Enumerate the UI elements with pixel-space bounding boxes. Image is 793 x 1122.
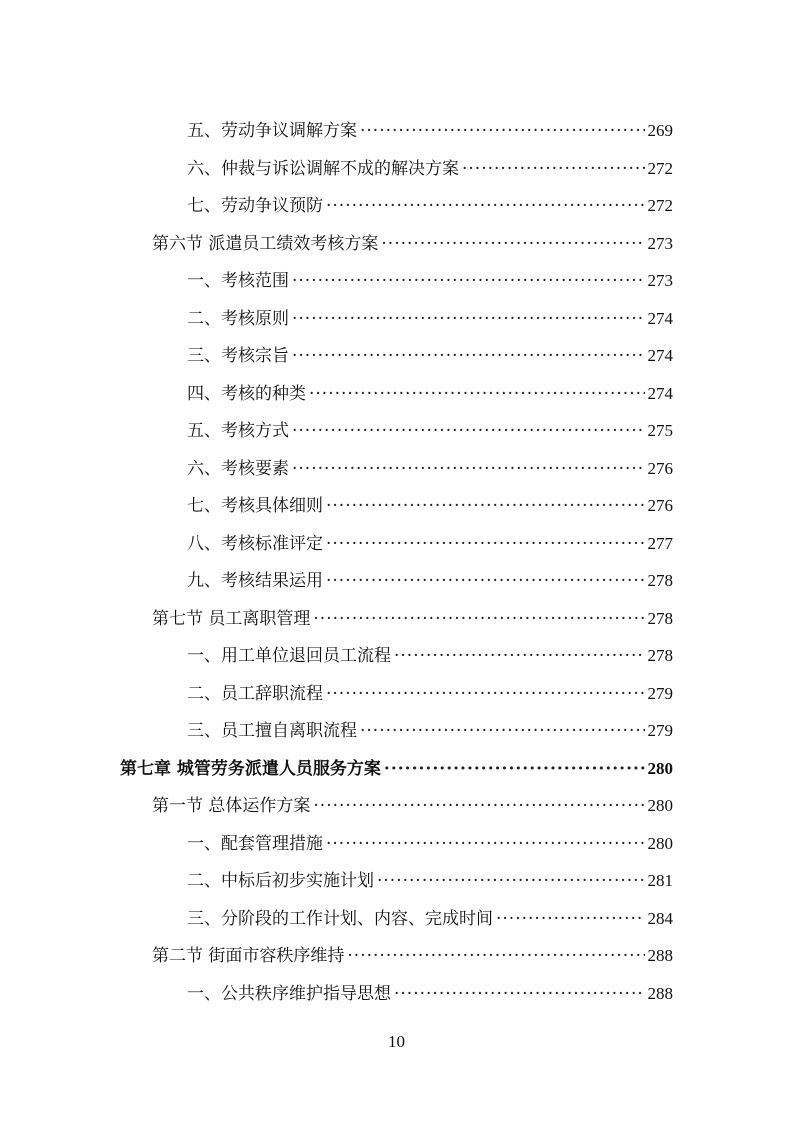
toc-entry-label: 九、考核结果运用 xyxy=(187,571,323,591)
toc-entry-label: 一、用工单位退回员工流程 xyxy=(187,646,391,666)
toc-entry[interactable] xyxy=(187,529,673,559)
page-number: 10 xyxy=(388,1032,405,1051)
toc-entry[interactable] xyxy=(187,379,673,409)
toc-entry-page: 273 xyxy=(647,233,673,253)
toc-entry[interactable] xyxy=(187,566,673,596)
dot-leader xyxy=(326,529,645,559)
dot-leader xyxy=(326,566,645,596)
toc-entry[interactable] xyxy=(187,454,673,484)
dot-leader xyxy=(462,154,645,184)
toc-entry[interactable] xyxy=(187,191,673,221)
toc-entry-page: 275 xyxy=(647,421,673,440)
toc-entry[interactable] xyxy=(187,341,673,371)
toc-entry-label: 七、考核具体细则 xyxy=(187,496,323,516)
toc-entry-page: 278 xyxy=(647,571,673,590)
toc-entry[interactable] xyxy=(187,116,673,146)
dot-leader xyxy=(496,904,645,934)
toc-entry[interactable] xyxy=(187,904,673,934)
toc-entry-page: 281 xyxy=(647,871,673,890)
toc-entry-page: 274 xyxy=(647,346,673,365)
dot-leader xyxy=(326,679,645,709)
dot-leader xyxy=(313,604,644,634)
toc-entry[interactable] xyxy=(187,154,673,184)
toc-entry-page: 274 xyxy=(647,308,673,328)
dot-leader xyxy=(292,416,645,446)
toc-entry[interactable] xyxy=(187,716,673,746)
dot-leader xyxy=(384,754,645,784)
toc-section-entry[interactable] xyxy=(152,941,673,971)
toc-entry-page: 279 xyxy=(647,721,673,740)
toc-entry[interactable] xyxy=(187,679,673,709)
dot-leader xyxy=(394,641,645,671)
toc-entry[interactable] xyxy=(187,641,673,671)
toc-entry-label: 三、考核宗旨 xyxy=(187,346,289,366)
dot-leader xyxy=(326,491,645,521)
toc-entry-label: 五、考核方式 xyxy=(187,421,289,441)
toc-entry-page: 274 xyxy=(647,383,673,403)
dot-leader xyxy=(292,454,645,484)
toc-entry[interactable] xyxy=(187,866,673,896)
toc-entry-page: 280 xyxy=(647,758,673,778)
toc-entry[interactable] xyxy=(187,491,673,521)
toc-entry-page: 280 xyxy=(647,796,673,815)
toc-entry-page: 278 xyxy=(647,646,673,665)
toc-entry[interactable] xyxy=(187,979,673,1009)
toc-entry-label: 第二节 街面市容秩序维持 xyxy=(152,946,345,966)
toc-entry-page: 276 xyxy=(647,496,673,515)
toc-entry-label: 第一节 总体运作方案 xyxy=(152,796,311,816)
toc-entry[interactable] xyxy=(187,266,673,296)
toc-entry-label: 六、考核要素 xyxy=(187,458,289,479)
toc-entry[interactable] xyxy=(187,304,673,334)
toc-section-entry[interactable] xyxy=(152,604,673,634)
toc-chapter-entry[interactable] xyxy=(120,754,673,784)
dot-leader xyxy=(292,266,645,296)
dot-leader xyxy=(381,229,644,259)
toc-entry-page: 276 xyxy=(647,458,673,478)
dot-leader xyxy=(347,941,644,971)
toc-entry-label: 七、劳动争议预防 xyxy=(187,196,323,216)
toc-entry-page: 272 xyxy=(647,196,673,215)
dot-leader xyxy=(309,379,645,409)
toc-entry-page: 288 xyxy=(647,946,673,965)
dot-leader xyxy=(360,716,645,746)
toc-entry-page: 278 xyxy=(647,608,673,628)
toc-entry-label: 二、员工辞职流程 xyxy=(187,683,323,704)
toc-entry-page: 288 xyxy=(647,983,673,1003)
toc-entry-label: 六、仲裁与诉讼调解不成的解决方案 xyxy=(187,158,459,179)
dot-leader xyxy=(377,866,645,896)
toc-section-entry[interactable] xyxy=(152,229,673,259)
toc-entry-page: 284 xyxy=(647,908,673,928)
toc-entry[interactable] xyxy=(187,416,673,446)
toc-entry-page: 273 xyxy=(647,271,673,290)
toc-entry-label: 一、公共秩序维护指导思想 xyxy=(187,983,391,1004)
dot-leader xyxy=(394,979,645,1009)
toc-entry-page: 277 xyxy=(647,533,673,553)
toc-entry-label: 二、考核原则 xyxy=(187,308,289,329)
toc-entry-label: 第七节 员工离职管理 xyxy=(152,608,311,629)
toc-entry-label: 四、考核的种类 xyxy=(187,383,306,404)
toc-entry-page: 280 xyxy=(647,833,673,853)
toc-entry-label: 八、考核标准评定 xyxy=(187,533,323,554)
toc-entry[interactable] xyxy=(187,829,673,859)
toc-entry-page: 279 xyxy=(647,683,673,703)
toc-entry-label: 第七章 城管劳务派遣人员服务方案 xyxy=(120,758,381,779)
dot-leader xyxy=(292,341,645,371)
dot-leader xyxy=(313,791,644,821)
dot-leader xyxy=(360,116,645,146)
toc-entry-label: 三、分阶段的工作计划、内容、完成时间 xyxy=(187,908,493,929)
toc-entry-label: 五、劳动争议调解方案 xyxy=(187,121,357,141)
toc-entry-label: 第六节 派遣员工绩效考核方案 xyxy=(152,233,379,254)
dot-leader xyxy=(292,304,645,334)
dot-leader xyxy=(326,191,645,221)
dot-leader xyxy=(326,829,645,859)
toc-entry-label: 三、员工擅自离职流程 xyxy=(187,721,357,741)
toc-entry-page: 269 xyxy=(647,121,673,140)
toc-entry-label: 二、中标后初步实施计划 xyxy=(187,871,374,891)
toc-section-entry[interactable] xyxy=(152,791,673,821)
toc-entry-page: 272 xyxy=(647,158,673,178)
toc-entry-label: 一、配套管理措施 xyxy=(187,833,323,854)
toc-entry-label: 一、考核范围 xyxy=(187,271,289,291)
